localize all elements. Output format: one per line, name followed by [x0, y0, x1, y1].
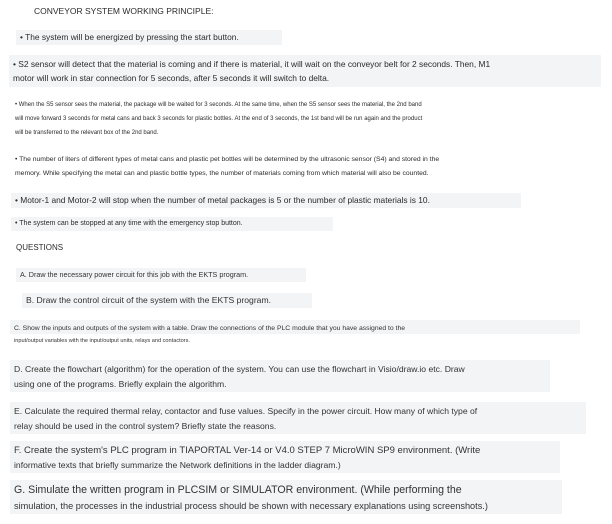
question-line: using one of the programs. Briefly explain the algorithm.	[14, 379, 227, 389]
bullet-line: • S2 sensor will detect that the material is coming and if there is material, it will wait on the conveyor belt for 2 seconds. Then, M1	[13, 59, 491, 69]
question-line: relay should be used in the control system? Briefly state the reasons.	[14, 421, 277, 431]
question-line: informative texts that briefly summarize the Network definitions in the ladder diagram.)	[14, 460, 341, 470]
bullet-s5-sensor	[15, 98, 422, 140]
question-line: simulation, the processes in the industrial process should be shown with necessary explanations using screenshots.)	[14, 501, 488, 511]
bullet-line: will be transferred to the relevant box of the 2nd band.	[15, 130, 159, 136]
question-line: input/output variables with the input/output units, relays and contactors.	[14, 338, 190, 344]
bullet-line: motor will work in star connection for 5 seconds, after 5 seconds it will switch to delta.	[13, 73, 330, 83]
question-f	[14, 443, 480, 473]
bullet-line: • Motor-1 and Motor-2 will stop when the number of metal packages is 5 or the number of plastic materials is 10.	[15, 195, 430, 205]
question-e	[14, 404, 477, 434]
bullet-ultrasonic-sensor	[15, 153, 439, 181]
page-title: CONVEYOR SYSTEM WORKING PRINCIPLE:	[34, 6, 214, 16]
bullet-line: memory. While specifying the metal can and plastic bottle types, the number of materials coming from which material will also be counted.	[15, 170, 429, 177]
question-d	[14, 362, 465, 392]
bullet-emergency-stop	[15, 219, 243, 228]
bullet-motor-stop	[15, 195, 430, 206]
question-b	[26, 295, 271, 307]
questions-heading: QUESTIONS	[16, 243, 64, 252]
bullet-line: • When the S5 sensor sees the material, the package will be waited for 3 seconds. At the same time, when the S5 sensor sees the material, the 2nd band	[15, 102, 422, 108]
question-g	[14, 482, 488, 514]
bullet-start-button	[20, 32, 239, 43]
question-line: A. Draw the necessary power circuit for this job with the EKTS program.	[20, 270, 249, 279]
bullet-line: will move forward 3 seconds for metal cans and back 3 seconds for plastic bottles. At the end of 3 seconds, the 1st band will be run again and the product	[15, 116, 423, 122]
bullet-s2-sensor	[13, 57, 490, 85]
question-a	[20, 270, 248, 280]
bullet-line: • The system can be stopped at any time with the emergency stop button.	[15, 220, 243, 227]
question-line: E. Calculate the required thermal relay, contactor and fuse values. Specify in the power circuit. How many of which type of	[14, 406, 478, 416]
question-line: C. Show the inputs and outputs of the system with a table. Draw the connections of the PLC module that you have assigned to the	[14, 325, 406, 332]
question-line: G. Simulate the written program in PLCSIM or SIMULATOR environment. (While performing the	[14, 484, 462, 496]
bullet-line: • The number of liters of different types of metal cans and plastic pet bottles will be determined by the ultrasonic sensor (S4) and stored in the	[15, 156, 440, 163]
bullet-line: • The system will be energized by pressing the start button.	[20, 32, 239, 42]
question-line: B. Draw the control circuit of the system with the EKTS program.	[26, 295, 272, 305]
question-c	[14, 322, 405, 348]
question-line: D. Create the flowchart (algorithm) for the operation of the system. You can use the flowchart in Visio/draw.io etc. Draw	[14, 364, 465, 374]
question-line: F. Create the system's PLC program in TIAPORTAL Ver-14 or V4.0 STEP 7 MicroWIN SP9 environment. (Write	[14, 445, 481, 456]
